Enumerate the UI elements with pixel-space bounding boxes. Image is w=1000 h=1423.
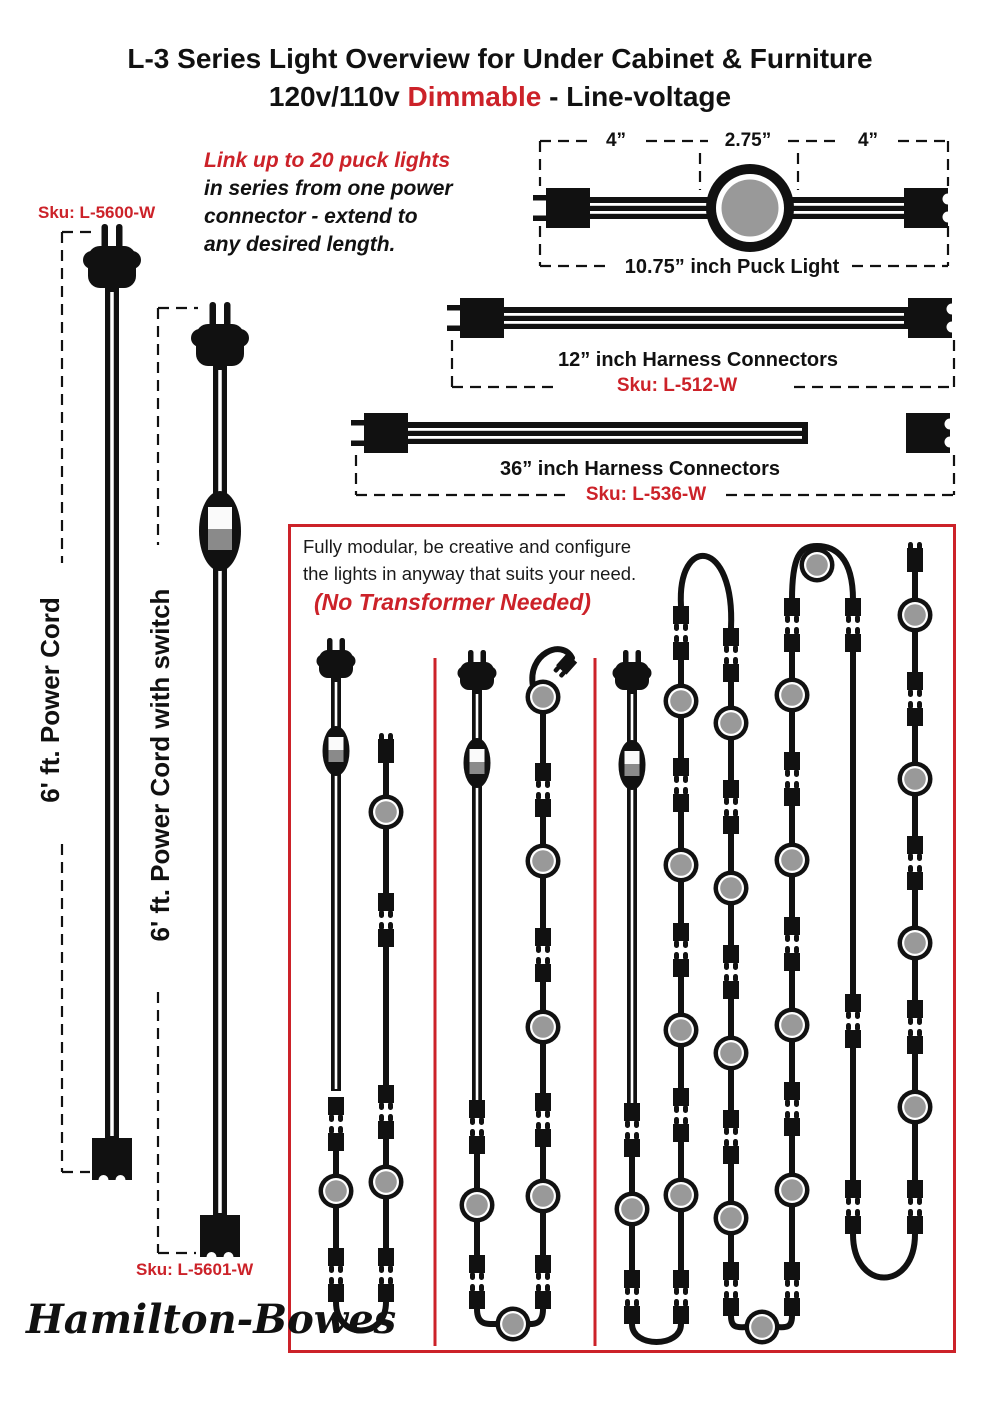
modular-box-line1: Fully modular, be creative and configure xyxy=(303,536,632,557)
title-voltage: 120v/110v xyxy=(268,81,400,112)
label-puck-light: 10.75” inch Puck Light xyxy=(624,256,840,278)
intro-line4: any desired length. xyxy=(204,233,396,256)
intro-text xyxy=(204,147,453,259)
label-power-cord-plain: 6' ft. Power Cord xyxy=(36,563,64,837)
puck-light-diagram-illustration xyxy=(533,141,954,266)
label-harness-36: 36” inch Harness Connectors xyxy=(499,458,781,480)
intro-line2: in series from one power xyxy=(204,177,453,200)
power-cord-plain-bracket xyxy=(62,232,96,1172)
wall-plug-icon xyxy=(83,224,141,288)
harness-36-illustration xyxy=(351,413,956,495)
cord-end-connector-icon xyxy=(200,1215,240,1262)
harness-female-connector-icon xyxy=(906,413,956,453)
cord-end-connector-icon xyxy=(92,1138,132,1185)
modular-box xyxy=(288,524,956,1353)
label-harness-12: 12” inch Harness Connectors xyxy=(557,349,839,371)
harness-male-connector-icon xyxy=(351,413,408,453)
brand-logo: Hamilton-Bowes xyxy=(26,1296,397,1343)
harness-male-connector-icon xyxy=(447,298,504,338)
title-line-voltage: - Line-voltage xyxy=(549,81,732,112)
label-power-cord-switched: 6' ft. Power Cord with switch xyxy=(146,545,174,985)
intro-line1: Link up to 20 puck lights xyxy=(204,149,451,172)
inline-switch-icon xyxy=(199,491,241,571)
dimension-center: 2.75” xyxy=(708,129,788,153)
sku-harness-36: Sku: L-536-W xyxy=(566,484,726,506)
harness-male-connector-icon xyxy=(533,188,590,228)
harness-12-illustration xyxy=(447,298,958,387)
dimension-right: 4” xyxy=(842,129,894,153)
modular-box-line2: the lights in anyway that suits your need. xyxy=(303,563,637,584)
modular-box-note: (No Transformer Needed) xyxy=(314,589,591,615)
title-dimmable: Dimmable xyxy=(407,81,542,112)
sku-harness-12: Sku: L-512-W xyxy=(560,375,794,397)
harness-female-connector-icon xyxy=(904,188,954,228)
power-cord-plain-illustration xyxy=(62,224,141,1185)
puck-light-icon xyxy=(706,164,794,252)
intro-line3: connector - extend to xyxy=(204,205,418,228)
sku-power-cord-switched: Sku: L-5601-W xyxy=(136,1260,254,1279)
page-title-line2 xyxy=(0,81,1000,113)
page-title-line1: L-3 Series Light Overview for Under Cabinet & Furniture xyxy=(127,43,873,74)
dimension-left: 4” xyxy=(590,129,642,153)
wall-plug-icon xyxy=(191,302,249,366)
sku-power-cord-plain: Sku: L-5600-W xyxy=(38,203,156,222)
harness-female-connector-icon xyxy=(908,298,958,338)
